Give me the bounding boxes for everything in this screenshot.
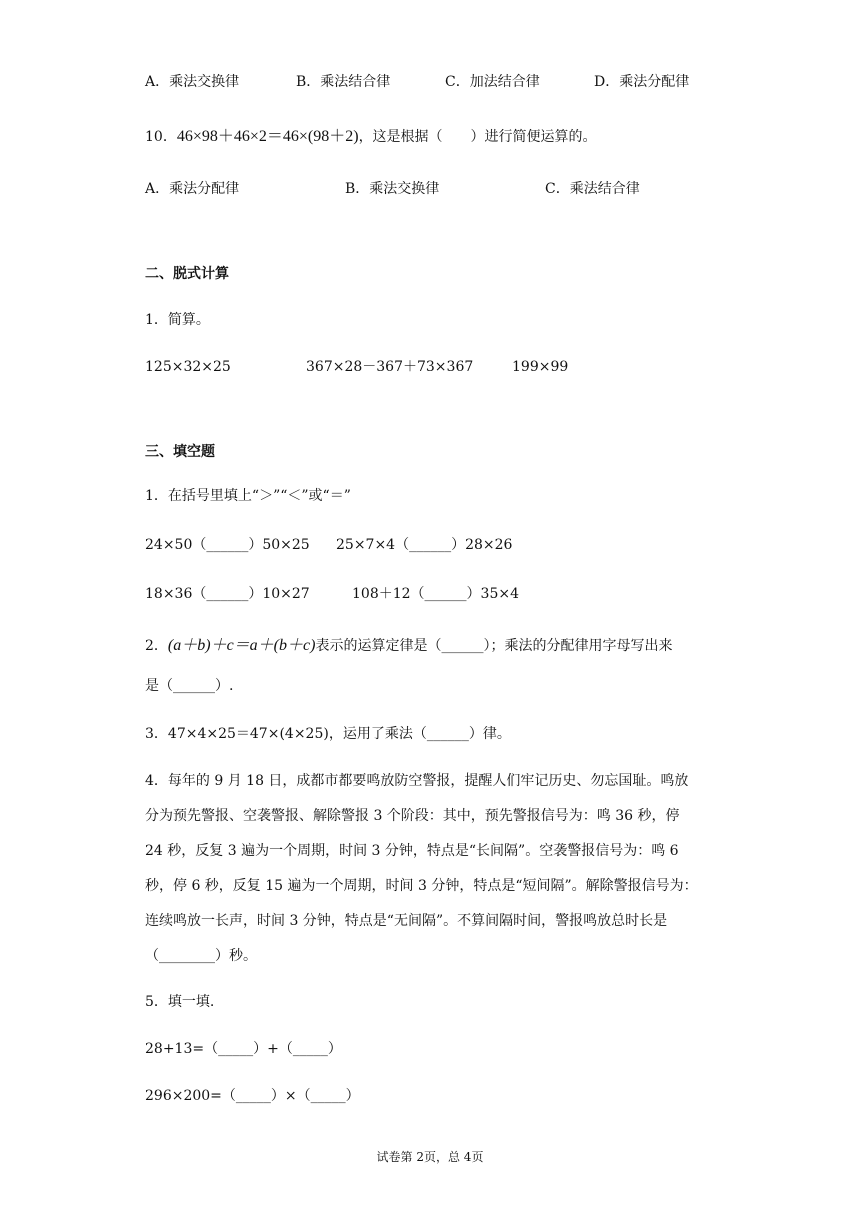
q10-option-b: B．乘法交换律 — [345, 181, 440, 197]
compare-item-4: 108＋12（______）35×4 — [352, 586, 519, 602]
q9-option-d: D．乘法分配律 — [594, 74, 690, 90]
q10-question — [145, 126, 597, 148]
q9-option-a: A．乘法交换律 — [145, 74, 240, 90]
q4-line-4: 秒，停 6 秒，反复 15 遍为一个周期，时间 3 分钟，特点是“短间隔”。解除警报信号为： — [145, 878, 698, 894]
q4-line-5: 连续鸣放一长声，时间 3 分钟，特点是“无间隔”。不算间隔时间，警报鸣放总时长是 — [145, 913, 668, 929]
section2-q1-label: 1．简算。 — [145, 312, 210, 328]
q2-expression: (a＋b)＋c＝a＋(b＋c) — [167, 637, 316, 654]
q5-row-1: 28+13=（_____）+（_____） — [145, 1041, 342, 1057]
section3-q2 — [145, 635, 672, 657]
compare-item-3: 18×36（______）10×27 — [145, 586, 310, 602]
q10-option-a: A．乘法分配律 — [145, 181, 240, 197]
q9-option-c: C．加法结合律 — [445, 74, 540, 90]
section2-expression-3: 199×99 — [512, 359, 569, 375]
q4-line-6: （________）秒。 — [145, 948, 257, 964]
q10-option-c: C．乘法结合律 — [545, 181, 640, 197]
section2-expression-2: 367×28－367＋73×367 — [306, 359, 474, 375]
q2-line1: 表示的运算定律是（______）；乘法的分配律用字母写出来 — [315, 638, 673, 654]
q4-line-3: 24 秒，反复 3 遍为一个周期，时间 3 分钟，特点是“长间隔”。空袭警报信号为：鸣 6 — [145, 843, 679, 859]
section2-title: 二、脱式计算 — [145, 266, 229, 282]
compare-item-1: 24×50（______）50×25 — [145, 537, 310, 553]
q2-number: 2． — [145, 638, 168, 654]
compare-item-2: 25×7×4（______）28×26 — [336, 537, 513, 553]
section3-title: 三、填空题 — [145, 444, 215, 460]
q4-line-2: 分为预先警报、空袭警报、解除警报 3 个阶段：其中，预先警报信号为：鸣 36 秒，停 — [145, 808, 680, 824]
q9-option-b: B．乘法结合律 — [296, 74, 391, 90]
section3-q3: 3．47×4×25＝47×(4×25)，运用了乘法（______）律。 — [145, 726, 511, 742]
q2-line2: 是（______）. — [145, 678, 234, 694]
q10-text: ，这是根据（ ）进行简便运算的。 — [358, 129, 597, 145]
section3-q1-label: 1．在括号里填上“＞”“＜”或“＝” — [145, 488, 351, 504]
q5-row-2: 296×200=（_____）×（_____） — [145, 1088, 360, 1104]
section2-expression-1: 125×32×25 — [145, 359, 231, 375]
q4-line-1: 4．每年的 9 月 18 日，成都市都要鸣放防空警报，提醒人们牢记历史、勿忘国耻。鸣放 — [145, 773, 689, 789]
section3-q5-label: 5．填一填. — [145, 994, 215, 1010]
page-footer: 试卷第 2页，总 4页 — [376, 1150, 484, 1164]
q10-number: 10． — [145, 129, 177, 145]
q10-expression: 46×98＋46×2＝46×(98＋2) — [176, 128, 359, 145]
